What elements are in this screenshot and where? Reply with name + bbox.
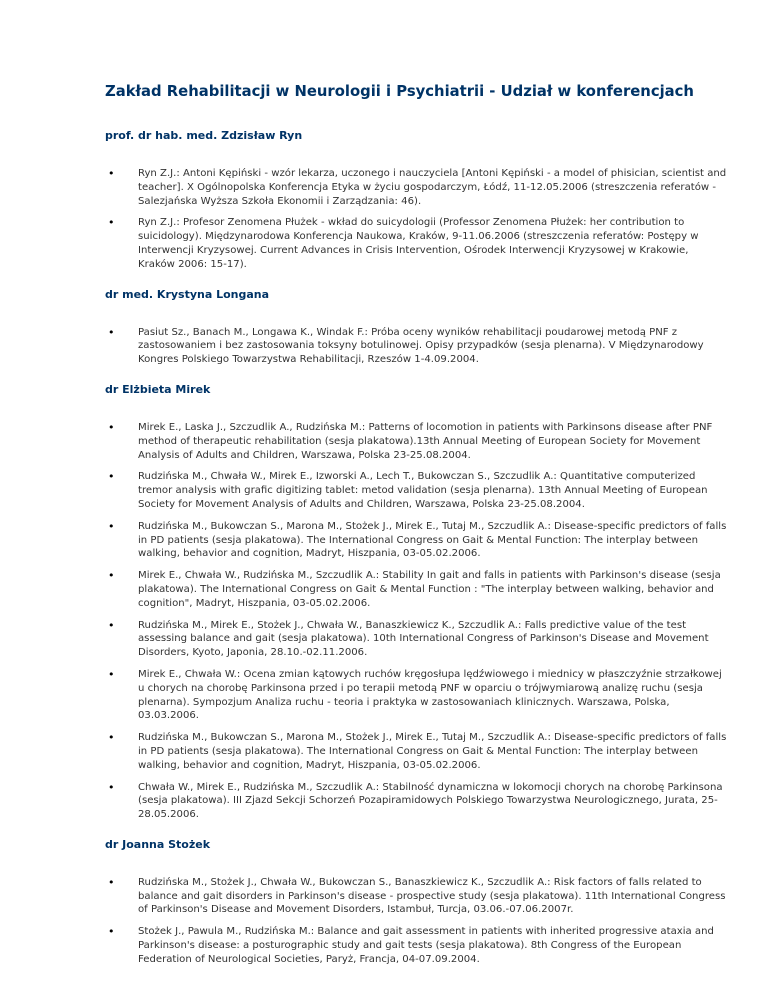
reference-list xyxy=(105,876,728,967)
reference-item: • Chwała W., Mirek E., Rudzińska M., Szczudlik A.: Stabilność dynamiczna w lokomocji chorych na chorobę Parkinsona (sesja plakatowa). III Zjazd Sekcji Schorzeń Pozapiramidowych Polskiego Towarzystwa Neurologicznego, Jurata, 25-28.05.2006. xyxy=(105,781,728,822)
reference-item: • Mirek E., Chwała W., Rudzińska M., Szczudlik A.: Stability In gait and falls in patients with Parkinson's disease (sesja plakatowa). The International Congress on Gait & Mental Function : "The interplay between walking, behavior and cognition", Madryt, Hiszpania, 03-05.02.2006. xyxy=(105,569,728,610)
reference-list xyxy=(105,421,728,822)
reference-item: • Rudzińska M., Bukowczan S., Marona M., Stożek J., Mirek E., Tutaj M., Szczudlik A.: Disease-specific predictors of falls in PD patients (sesja plakatowa). The International Congress on Gait & Mental Function: The interplay between walking, behavior and cognition, Madryt, Hiszpania, 03-05.02.2006. xyxy=(105,520,728,561)
author-heading: dr Joanna Stożek xyxy=(105,837,211,851)
reference-item: • Rudzińska M., Stożek J., Chwała W., Bukowczan S., Banaszkiewicz K., Szczudlik A.: Risk factors of falls related to balance and gait disorders in Parkinson's disease - prospective study (sesja plakatowa). 11th International Congress of Parkinson's Disease and Movement Disorders, Istambuł, Turcja, 03.06.-07.06.2007r. xyxy=(105,876,728,917)
reference-list xyxy=(105,167,728,272)
reference-item: • Ryn Z.J.: Antoni Kępiński - wzór lekarza, uczonego i nauczyciela [Antoni Kępiński - a model of phisician, scientist and teacher]. X Ogólnopolska Konferencja Etyka w życiu gospodarczym, Łódź, 11-12.05.2006 (streszczenia referatów - Salezjańska Wyższa Szkoła Ekonomii i Zarządzania: 46). xyxy=(105,167,728,208)
reference-list xyxy=(105,326,728,367)
page-title: Zakład Rehabilitacji w Neurologii i Psychiatrii - Udział w konferencjach xyxy=(105,83,694,100)
author-heading: dr Elżbieta Mirek xyxy=(105,382,211,396)
reference-item: • Rudzińska M., Bukowczan S., Marona M., Stożek J., Mirek E., Tutaj M., Szczudlik A.: Disease-specific predictors of falls in PD patients (sesja plakatowa). The International Congress on Gait & Mental Function: The interplay between walking, behavior and cognition, Madryt, Hiszpania, 03-05.02.2006. xyxy=(105,731,728,772)
reference-item: • Rudzińska M., Chwała W., Mirek E., Izworski A., Lech T., Bukowczan S., Szczudlik A.: Quantitative computerized tremor analysis with grafic digitizing tablet: metod validation (sesja plenarna). 13th Annual Meeting of European Society for Movement Analysis of Adults and Children, Warszawa, Polska 23-25.08.2004. xyxy=(105,470,728,511)
reference-item: • Pasiut Sz., Banach M., Longawa K., Windak F.: Próba oceny wyników rehabilitacji poudarowej metodą PNF z zastosowaniem i bez zastosowania toksyny botulinowej. Opisy przypadków (sesja plenarna). V Międzynarodowy Kongres Polskiego Towarzystwa Rehabilitacji, Rzeszów 1-4.09.2004. xyxy=(105,326,728,367)
reference-item: • Mirek E., Laska J., Szczudlik A., Rudzińska M.: Patterns of locomotion in patients with Parkinsons disease after PNF method of therapeutic rehabilitation (sesja plakatowa).13th Annual Meeting of European Society for Movement Analysis of Adults and Children, Warszawa, Polska 23-25.08.2004. xyxy=(105,421,728,462)
reference-item: • Stożek J., Pawula M., Rudzińska M.: Balance and gait assessment in patients with inherited progressive ataxia and Parkinson's disease: a posturographic study and gait tests (sesja plakatowa). 8th Congress of the European Federation of Neurological Societies, Paryż, Francja, 04-07.09.2004. xyxy=(105,925,728,966)
reference-item: • Rudzińska M., Mirek E., Stożek J., Chwała W., Banaszkiewicz K., Szczudlik A.: Falls predictive value of the test assessing balance and gait (sesja plakatowa). 10th International Congress of Parkinson's Disease and Movement Disorders, Kyoto, Japonia, 28.10.-02.11.2006. xyxy=(105,619,728,660)
author-heading: dr med. Krystyna Longana xyxy=(105,287,270,301)
reference-item: • Ryn Z.J.: Profesor Zenomena Płużek - wkład do suicydologii (Professor Zenomena Płużek: her contribution to suicidology). Międzynarodowa Konferencja Naukowa, Kraków, 9-11.06.2006 (streszczenia referatów: Postępy w Interwencji Kryzysowej. Current Advances in Crisis Intervention, Ośrodek Interwencji Kryzysowej w Krakowie, Kraków 2006: 15-17). xyxy=(105,216,728,271)
author-heading: prof. dr hab. med. Zdzisław Ryn xyxy=(105,129,303,142)
author-sections xyxy=(105,128,728,967)
reference-item: • Mirek E., Chwała W.: Ocena zmian kątowych ruchów kręgosłupa lędźwiowego i miednicy w płaszczyźnie strzałkowej u chorych na chorobę Parkinsona przed i po terapii metodą PNF w oparciu o trójwymiarową analizę ruchu (sesja plenarna). Sympozjum Analiza ruchu - teoria i praktyka w zastosowaniach klinicznych. Warszawa, Polska, 03.03.2006. xyxy=(105,668,728,723)
